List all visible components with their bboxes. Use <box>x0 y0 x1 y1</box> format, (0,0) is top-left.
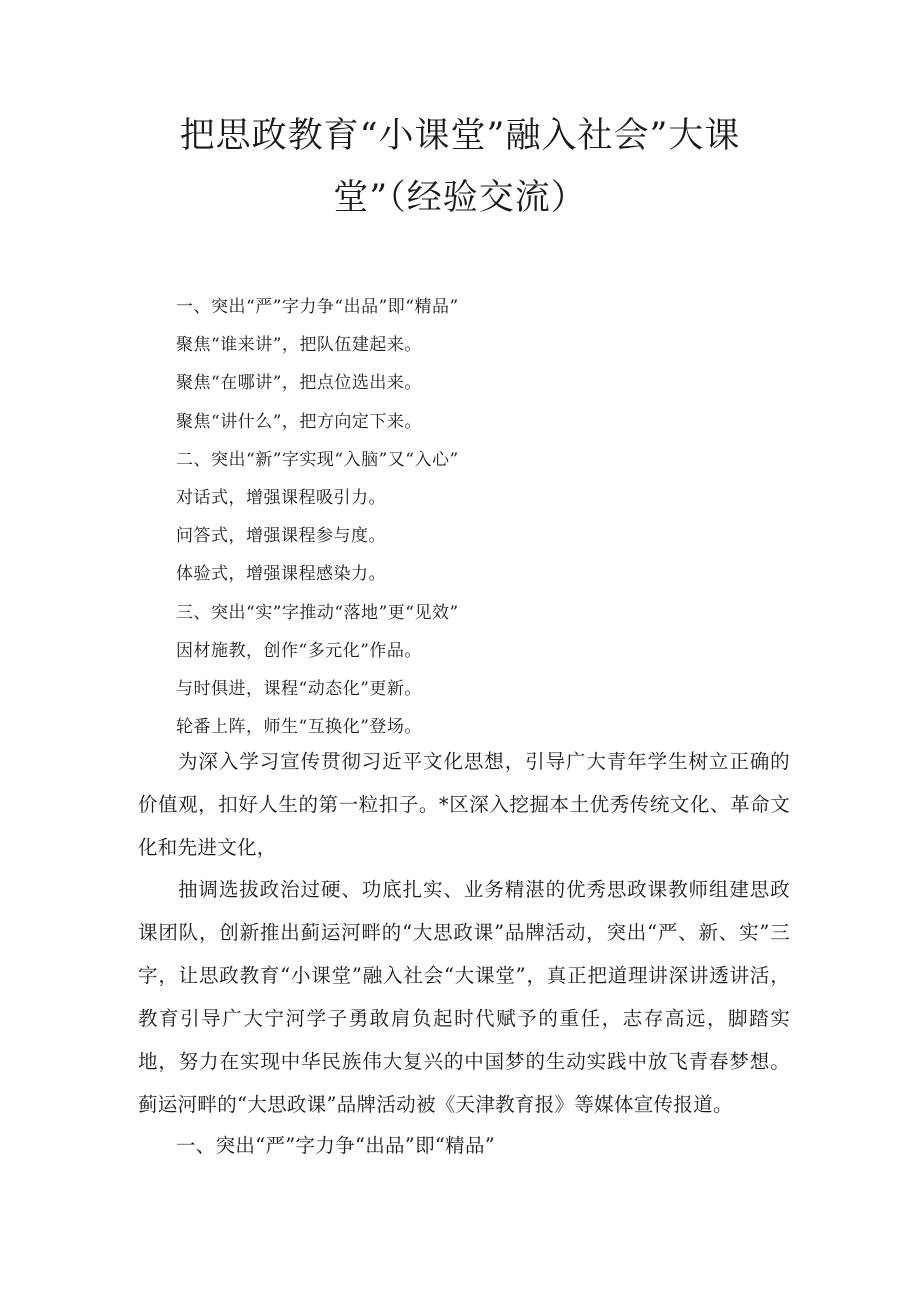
outline-item: 聚焦“谁来讲”，把队伍建起来。 <box>176 335 422 356</box>
outline-heading-1: 一、突出“严”字力争“出品”即“精品” <box>176 297 459 317</box>
outline-list <box>176 288 459 746</box>
section-heading: 一、突出“严”字力争“出品”即“精品” <box>176 1134 496 1157</box>
outline-item: 聚焦“讲什么”，把方向定下来。 <box>176 411 422 432</box>
outline-item: 体验式，增强课程感染力。 <box>176 564 386 585</box>
body-paragraph-main: 抽调选拔政治过硬、功底扎实、业务精湛的优秀思政课教师组建思政课团队，创新推出蓟运河畔的“大思政课”品牌活动，突出“严、新、实”三字，让思政教育“小课堂”融入社会“大课堂”，真正把道理讲深讲透讲活，教育引导广大宁河学子勇敢肩负起时代赋予的重任，志存高远，脚踏实地，努力在实现中华民族伟大复兴的中国梦的生动实践中放飞青春梦想。蓟运河畔的“大思政课”品牌活动被《天津教育报》等媒体宣传报道。 <box>138 878 790 1116</box>
document-title-line-1: 把思政教育“小课堂”融入社会”大课 <box>179 116 741 156</box>
body-paragraph-intro: 为深入学习宣传贯彻习近平文化思想，引导广大青年学生树立正确的价值观，扣好人生的第一粒扣子。*区深入挖掘本土优秀传统文化、革命文化和先进文化， <box>138 750 790 859</box>
outline-item: 问答式，增强课程参与度。 <box>176 526 386 547</box>
outline-item: 聚焦“在哪讲”，把点位选出来。 <box>176 373 422 394</box>
outline-item: 对话式，增强课程吸引力。 <box>176 488 386 509</box>
outline-item: 轮番上阵，师生“互换化”登场。 <box>176 717 422 738</box>
outline-item: 因材施教，创作“多元化”作品。 <box>176 640 422 661</box>
outline-heading-2: 二、突出“新”字实现“入脑”又“入心” <box>176 449 459 470</box>
outline-item: 与时俱进，课程“动态化”更新。 <box>176 679 422 700</box>
document-title-line-2: 堂”（经验交流） <box>333 178 587 218</box>
outline-heading-3: 三、突出“实”字推动“落地”更“见效” <box>176 602 459 623</box>
